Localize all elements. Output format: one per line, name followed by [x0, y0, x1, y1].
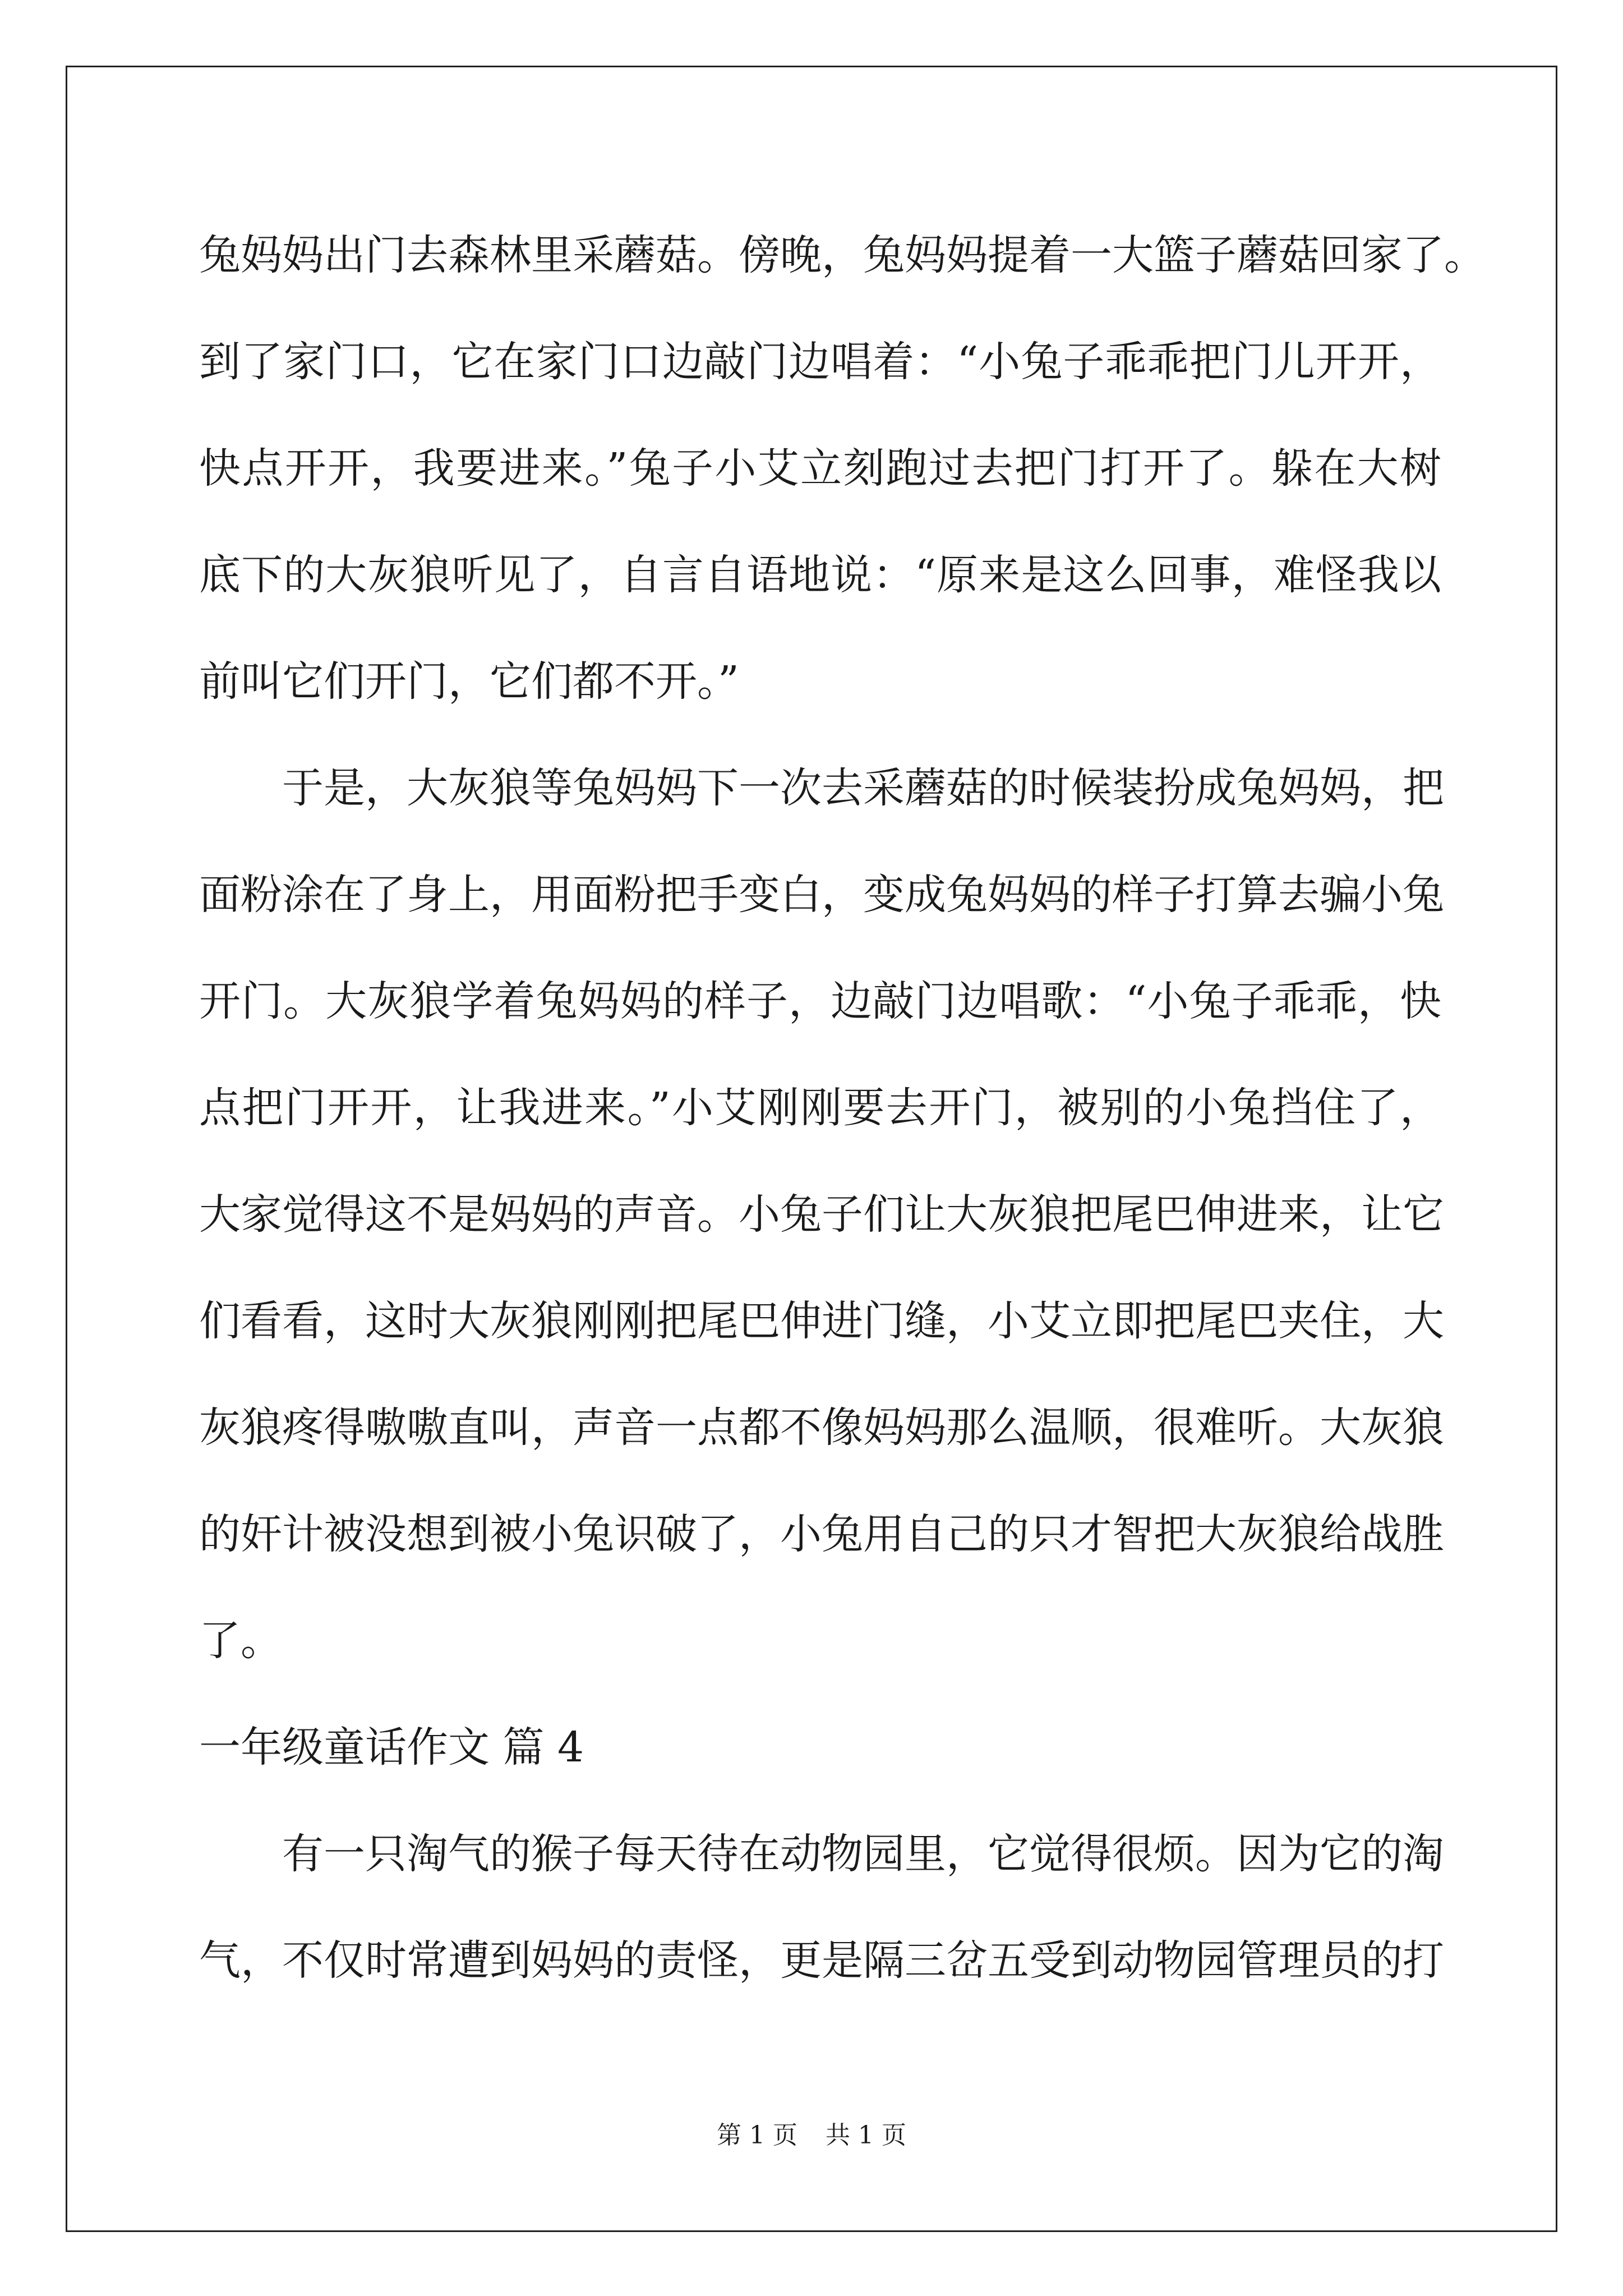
section-heading: 一年级童话作文 篇 4 — [199, 1723, 584, 1772]
text-line: 到了家门口，它在家门口边敲门边唱着：“小兔子乖乖把门儿开开， — [199, 338, 1441, 386]
paragraph-2 — [199, 735, 1444, 1694]
text-line: 大家觉得这不是妈妈的声音。小兔子们让大灰狼把尾巴伸进来，让它 — [199, 1190, 1444, 1239]
text-line: 们看看，这时大灰狼刚刚把尾巴伸进门缝，小艾立即把尾巴夹住，大 — [199, 1297, 1444, 1345]
text-line: 开门。大灰狼学着兔妈妈的样子，边敲门边唱歌：“小兔子乖乖，快 — [199, 977, 1441, 1025]
text-line: 气，不仅时常遭到妈妈的责怪，更是隔三岔五受到动物园管理员的打 — [199, 1936, 1444, 1985]
text-line: 兔妈妈出门去森林里采蘑菇。傍晚，兔妈妈提着一大篮子蘑菇回家了。 — [199, 231, 1486, 279]
text-line: 灰狼疼得嗷嗷直叫，声音一点都不像妈妈那么温顺，很难听。大灰狼 — [199, 1404, 1444, 1452]
text-line: 的奸计被没想到被小兔识破了，小兔用自己的只才智把大灰狼给战胜 — [199, 1510, 1444, 1558]
text-line: 前叫它们开门，它们都不开。” — [199, 657, 739, 706]
text-line: 快点开开，我要进来。”兔子小艾立刻跑过去把门打开了。躲在大树 — [199, 444, 1441, 493]
text-line: 于是，大灰狼等兔妈妈下一次去采蘑菇的时候装扮成兔妈妈，把 — [282, 764, 1444, 812]
text-line: 点把门开开，让我进来。”小艾刚刚要去开门，被别的小兔挡住了， — [199, 1084, 1441, 1132]
page-total: 共 1 页 — [826, 2121, 906, 2150]
text-line: 底下的大灰狼听见了，自言自语地说：“原来是这么回事，难怪我以 — [199, 551, 1441, 599]
paragraph-3 — [199, 1801, 1444, 2014]
paragraph-1 — [199, 202, 1486, 735]
text-line: 有一只淘气的猴子每天待在动物园里，它觉得很烦。因为它的淘 — [282, 1830, 1444, 1878]
document-body — [199, 202, 1486, 2014]
page-number: 第 1 页 — [717, 2121, 797, 2150]
page-footer — [0, 2115, 1623, 2151]
text-line: 面粉涂在了身上，用面粉把手变白，变成兔妈妈的样子打算去骗小兔 — [199, 871, 1444, 919]
text-line: 了。 — [199, 1617, 282, 1665]
